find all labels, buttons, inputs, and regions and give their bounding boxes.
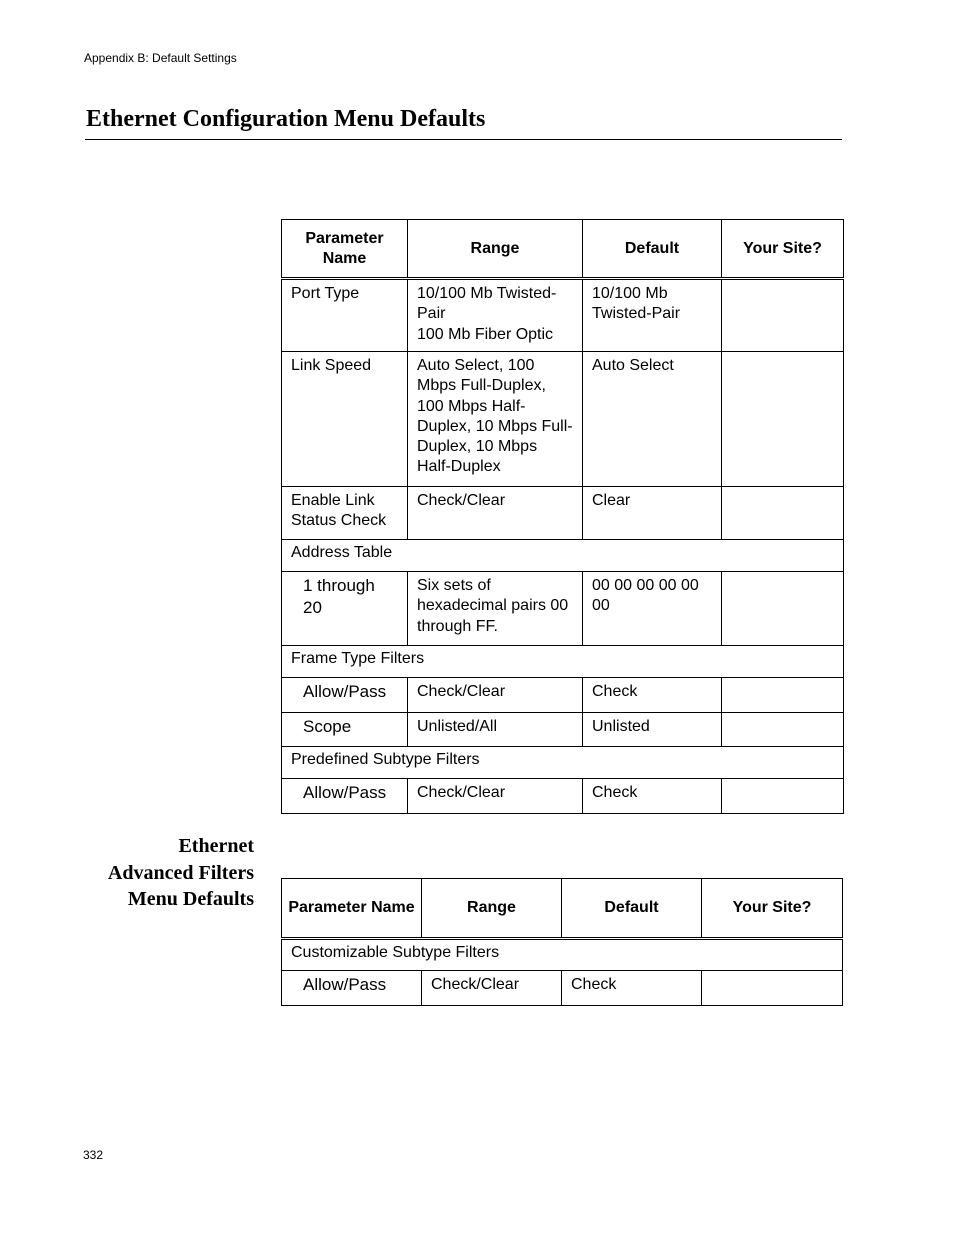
table-row — [282, 678, 844, 713]
section-label-frame-type-filters: Frame Type Filters — [282, 646, 844, 678]
column-header-your-site: Your Site? — [722, 220, 844, 279]
column-header-your-site: Your Site? — [702, 879, 843, 939]
table-row — [282, 279, 844, 352]
table-row — [282, 572, 844, 646]
column-header-range: Range — [408, 220, 583, 279]
section-heading-line: Menu Defaults — [127, 888, 254, 910]
table-row — [282, 971, 843, 1006]
cell-your-site[interactable] — [722, 279, 844, 352]
column-header-range: Range — [422, 879, 562, 939]
cell-your-site[interactable] — [722, 779, 844, 814]
page-number: 332 — [83, 1148, 104, 1162]
cell-range: Check/Clear — [408, 779, 583, 814]
cell-default: Check — [583, 678, 722, 713]
cell-range: Unlisted/All — [408, 713, 583, 747]
table-row — [282, 779, 844, 814]
cell-default: Check — [562, 971, 702, 1006]
cell-default: Auto Select — [583, 352, 722, 487]
cell-your-site[interactable] — [722, 352, 844, 487]
cell-your-site[interactable] — [702, 971, 843, 1006]
cell-range — [408, 279, 583, 352]
cell-parameter: 1 through 20 — [282, 572, 408, 646]
page-title: Ethernet Configuration Menu Defaults — [86, 106, 486, 132]
section-label-predefined-subtype-filters: Predefined Subtype Filters — [282, 747, 844, 779]
section-label-customizable-subtype-filters: Customizable Subtype Filters — [282, 939, 843, 971]
table-section-row — [282, 747, 844, 779]
cell-range: Auto Select, 100 Mbps Full-Duplex, 100 Mbps Half-Duplex, 10 Mbps Full-Duplex, 10 Mbps Half-Duplex — [408, 352, 583, 487]
column-header-parameter-name: Parameter Name — [282, 879, 422, 939]
cell-parameter: Link Speed — [282, 352, 408, 487]
cell-range: Check/Clear — [408, 678, 583, 713]
cell-your-site[interactable] — [722, 713, 844, 747]
cell-default: Unlisted — [583, 713, 722, 747]
ethernet-config-defaults-table — [281, 219, 844, 814]
cell-parameter: Allow/Pass — [282, 678, 408, 713]
cell-your-site[interactable] — [722, 487, 844, 540]
cell-default: 00 00 00 00 00 00 — [583, 572, 722, 646]
section-label-address-table: Address Table — [282, 540, 844, 572]
cell-parameter: Allow/Pass — [282, 971, 422, 1006]
ethernet-advanced-filters-table — [281, 878, 843, 1006]
table-section-row — [282, 540, 844, 572]
cell-parameter: Port Type — [282, 279, 408, 352]
running-head: Appendix B: Default Settings — [84, 51, 237, 65]
title-rule — [85, 139, 842, 140]
cell-parameter: Allow/Pass — [282, 779, 408, 814]
cell-range-line: 10/100 Mb Twisted-Pair — [417, 285, 557, 323]
cell-default: Check — [583, 779, 722, 814]
section-heading-line: Advanced Filters — [107, 861, 254, 884]
cell-parameter: Enable Link Status Check — [282, 487, 408, 540]
section-heading-line: Ethernet — [178, 835, 254, 857]
cell-range: Six sets of hexadecimal pairs 00 through FF. — [408, 572, 583, 646]
cell-range-line: 100 Mb Fiber Optic — [417, 325, 554, 343]
column-header-default: Default — [583, 220, 722, 279]
table-section-row — [282, 646, 844, 678]
cell-default: 10/100 Mb Twisted-Pair — [583, 279, 722, 352]
table-header-row — [282, 879, 843, 939]
table-row — [282, 487, 844, 540]
table-header-row — [282, 220, 844, 279]
column-header-parameter-name: Parameter Name — [282, 220, 408, 279]
cell-parameter: Scope — [282, 713, 408, 747]
section-heading-advanced-filters — [84, 833, 254, 913]
cell-your-site[interactable] — [722, 572, 844, 646]
column-header-default: Default — [562, 879, 702, 939]
cell-default: Clear — [583, 487, 722, 540]
table-section-row — [282, 939, 843, 971]
table-row — [282, 352, 844, 487]
cell-your-site[interactable] — [722, 678, 844, 713]
table-row — [282, 713, 844, 747]
cell-range: Check/Clear — [408, 487, 583, 540]
cell-range: Check/Clear — [422, 971, 562, 1006]
